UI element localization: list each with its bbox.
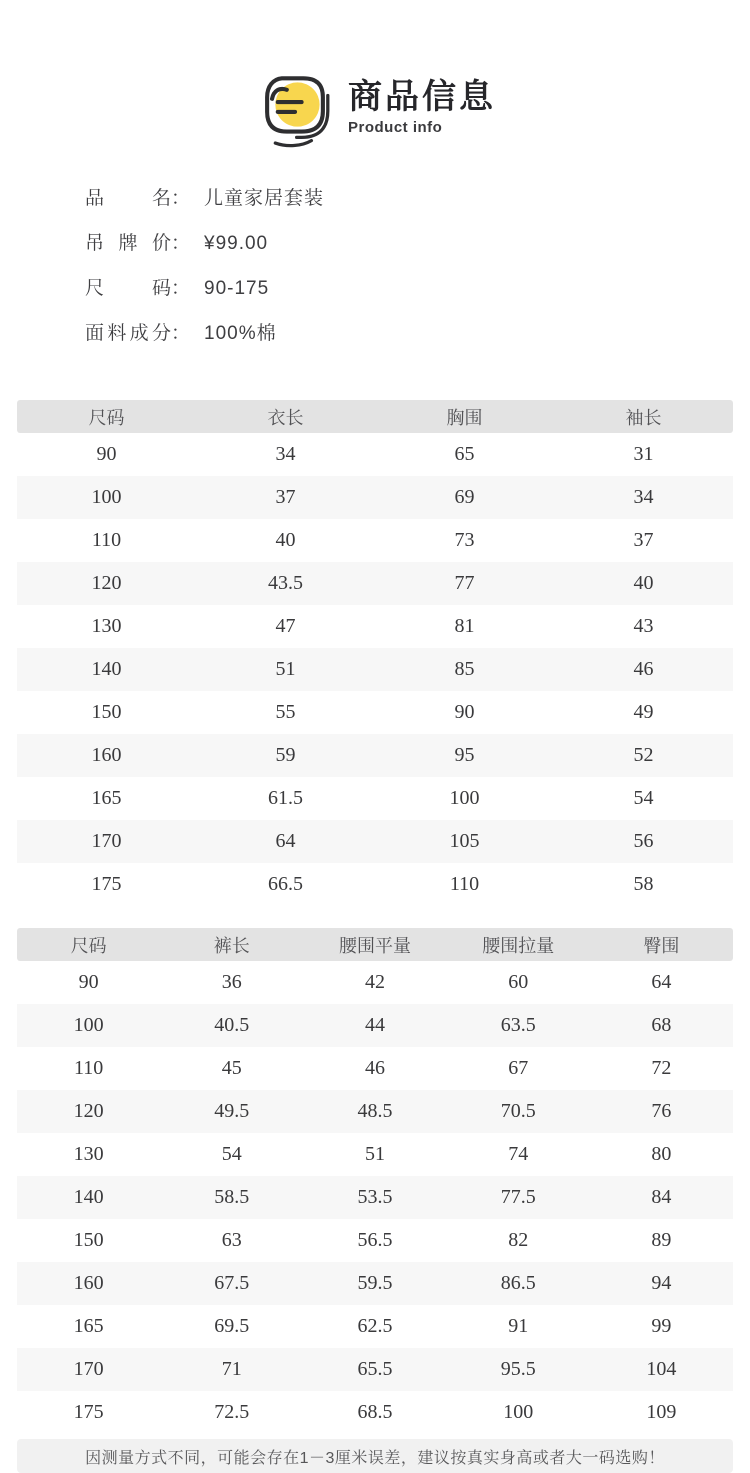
table-cell: 58 (633, 873, 654, 895)
table-cell: 54 (221, 1143, 242, 1165)
table-cell: 31 (633, 443, 654, 465)
table-cell: 43 (633, 615, 654, 637)
bottom-size-table (17, 928, 733, 1434)
table-row (17, 1047, 733, 1090)
table-row (17, 562, 733, 605)
table-cell: 110 (91, 529, 122, 551)
page-subtitle: Product info (348, 118, 443, 136)
table-cell: 150 (73, 1229, 104, 1251)
table-cell: 42 (365, 971, 385, 993)
table-row (17, 605, 733, 648)
table-cell: 52 (633, 744, 654, 766)
table-cell: 95 (454, 744, 475, 766)
column-header: 腰围拉量 (482, 935, 555, 956)
column-header: 衣长 (267, 407, 304, 428)
table-cell: 34 (275, 443, 296, 465)
table-cell: 66.5 (268, 873, 303, 895)
fabric-row (85, 323, 750, 344)
table-row (17, 1004, 733, 1047)
table-row (17, 691, 733, 734)
table-cell: 51 (365, 1143, 385, 1165)
table-cell: 130 (91, 615, 122, 637)
field-label: 尺码 (85, 278, 171, 299)
table-cell: 90 (96, 443, 117, 465)
product-name-row (85, 188, 750, 209)
table-cell: 110 (73, 1057, 104, 1079)
field-colon: ： (171, 323, 191, 344)
table-cell: 68.5 (357, 1401, 393, 1423)
table-cell: 48.5 (357, 1100, 393, 1122)
table-cell: 95.5 (500, 1358, 536, 1380)
field-colon: ： (171, 278, 191, 299)
column-header: 腰围平量 (339, 935, 411, 956)
table-cell: 59.5 (357, 1272, 393, 1294)
table-row (17, 433, 733, 476)
table-row (17, 1219, 733, 1262)
tag-price-row (85, 233, 750, 254)
table-cell: 37 (275, 486, 296, 508)
table-cell: 110 (449, 873, 480, 895)
table-row (17, 1176, 733, 1219)
table-header-row (17, 400, 733, 433)
measurement-note (17, 1439, 733, 1473)
table-cell: 56 (633, 830, 654, 852)
table-cell: 90 (454, 701, 475, 723)
table-cell: 62.5 (357, 1315, 393, 1337)
tag-price-value: ¥99.00 (204, 233, 269, 254)
table-cell: 90 (78, 971, 99, 993)
table-cell: 49 (633, 701, 654, 723)
table-cell: 175 (73, 1401, 104, 1423)
table-row (17, 863, 733, 906)
column-header: 胸围 (446, 407, 483, 428)
table-cell: 73 (454, 529, 475, 551)
table-cell: 64 (651, 971, 672, 993)
table-cell: 100 (73, 1014, 104, 1036)
table-cell: 36 (221, 971, 242, 993)
table-cell: 74 (508, 1143, 529, 1165)
table-cell: 55 (275, 701, 296, 723)
table-cell: 72 (651, 1057, 672, 1079)
table-row (17, 1262, 733, 1305)
table-row (17, 1348, 733, 1391)
table-row (17, 648, 733, 691)
table-row (17, 1391, 733, 1434)
table-cell: 160 (73, 1272, 104, 1294)
column-header: 裤长 (213, 935, 250, 956)
table-cell: 71 (221, 1358, 242, 1380)
page-title: 商品信息 (348, 78, 496, 116)
table-cell: 45 (221, 1057, 242, 1079)
table-cell: 120 (73, 1100, 104, 1122)
table-cell: 170 (73, 1358, 104, 1380)
table-cell: 65 (454, 443, 475, 465)
product-name-value: 儿童家居套装 (204, 188, 325, 209)
table-cell: 104 (646, 1358, 677, 1380)
table-row (17, 820, 733, 863)
table-cell: 85 (454, 658, 475, 680)
table-cell: 69.5 (214, 1315, 250, 1337)
table-header-row (17, 928, 733, 961)
table-cell: 51 (275, 658, 296, 680)
table-cell: 77.5 (500, 1186, 536, 1208)
table-cell: 165 (73, 1315, 104, 1337)
table-cell: 170 (91, 830, 122, 852)
table-cell: 80 (651, 1143, 672, 1165)
table-cell: 81 (454, 615, 475, 637)
table-cell: 46 (633, 658, 654, 680)
table-row (17, 734, 733, 777)
measurement-note-text: 因测量方式不同，可能会存在1－3厘米误差，建议按真实身高或者大一码选购！ (85, 1449, 665, 1467)
table-cell: 72.5 (214, 1401, 250, 1423)
table-cell: 68 (651, 1014, 672, 1036)
table-row (17, 777, 733, 820)
table-cell: 40 (633, 572, 654, 594)
table-cell: 43.5 (268, 572, 303, 594)
field-colon: ： (171, 188, 191, 209)
column-header: 袖长 (625, 407, 662, 428)
table-cell: 99 (651, 1315, 672, 1337)
product-info-logo-icon (254, 66, 336, 148)
table-cell: 67 (508, 1057, 529, 1079)
table-row (17, 476, 733, 519)
table-cell: 60 (508, 971, 529, 993)
table-cell: 150 (91, 701, 122, 723)
field-label: 吊牌价 (85, 233, 171, 254)
table-cell: 47 (275, 615, 296, 637)
table-cell: 49.5 (214, 1100, 250, 1122)
table-cell: 140 (73, 1186, 104, 1208)
table-cell: 94 (651, 1272, 672, 1294)
table-cell: 67.5 (214, 1272, 250, 1294)
column-header: 尺码 (70, 935, 107, 956)
table-cell: 40 (275, 529, 296, 551)
table-row (17, 519, 733, 562)
column-header: 臀围 (643, 935, 680, 956)
table-cell: 37 (633, 529, 654, 551)
table-cell: 65.5 (357, 1358, 393, 1380)
table-cell: 175 (91, 873, 122, 895)
table-cell: 86.5 (500, 1272, 536, 1294)
table-cell: 53.5 (357, 1186, 393, 1208)
table-row (17, 1305, 733, 1348)
table-cell: 59 (275, 744, 296, 766)
title-block (348, 66, 496, 136)
column-header: 尺码 (88, 407, 125, 428)
table-cell: 160 (91, 744, 122, 766)
table-cell: 100 (91, 486, 122, 508)
table-cell: 69 (454, 486, 475, 508)
table-cell: 120 (91, 572, 122, 594)
table-cell: 64 (275, 830, 296, 852)
table-cell: 165 (91, 787, 122, 809)
table-cell: 100 (503, 1401, 534, 1423)
top-size-table (17, 400, 733, 906)
table-cell: 46 (365, 1057, 385, 1079)
table-cell: 58.5 (214, 1186, 250, 1208)
table-cell: 84 (651, 1186, 672, 1208)
table-cell: 130 (73, 1143, 104, 1165)
table-cell: 76 (651, 1100, 672, 1122)
table-cell: 63 (221, 1229, 242, 1251)
table-cell: 34 (633, 486, 654, 508)
size-range-row (85, 278, 750, 299)
field-colon: ： (171, 233, 191, 254)
table-cell: 140 (91, 658, 122, 680)
table-cell: 82 (508, 1229, 529, 1251)
table-cell: 89 (651, 1229, 672, 1251)
table-cell: 63.5 (500, 1014, 536, 1036)
table-cell: 109 (646, 1401, 677, 1423)
table-row (17, 961, 733, 1004)
table-row (17, 1133, 733, 1176)
table-cell: 100 (449, 787, 480, 809)
table-cell: 77 (454, 572, 475, 594)
table-cell: 56.5 (357, 1229, 393, 1251)
fabric-value: 100%棉 (204, 323, 277, 344)
field-label: 面料成分 (85, 323, 171, 344)
table-cell: 70.5 (500, 1100, 536, 1122)
field-label: 品名 (85, 188, 171, 209)
table-cell: 91 (508, 1315, 529, 1337)
size-range-value: 90-175 (204, 278, 270, 299)
table-cell: 105 (449, 830, 480, 852)
table-cell: 40.5 (214, 1014, 250, 1036)
table-cell: 44 (365, 1014, 385, 1036)
product-info-section (85, 188, 750, 344)
table-cell: 54 (633, 787, 654, 809)
table-row (17, 1090, 733, 1133)
table-cell: 61.5 (268, 787, 303, 809)
brand-header (0, 0, 750, 146)
